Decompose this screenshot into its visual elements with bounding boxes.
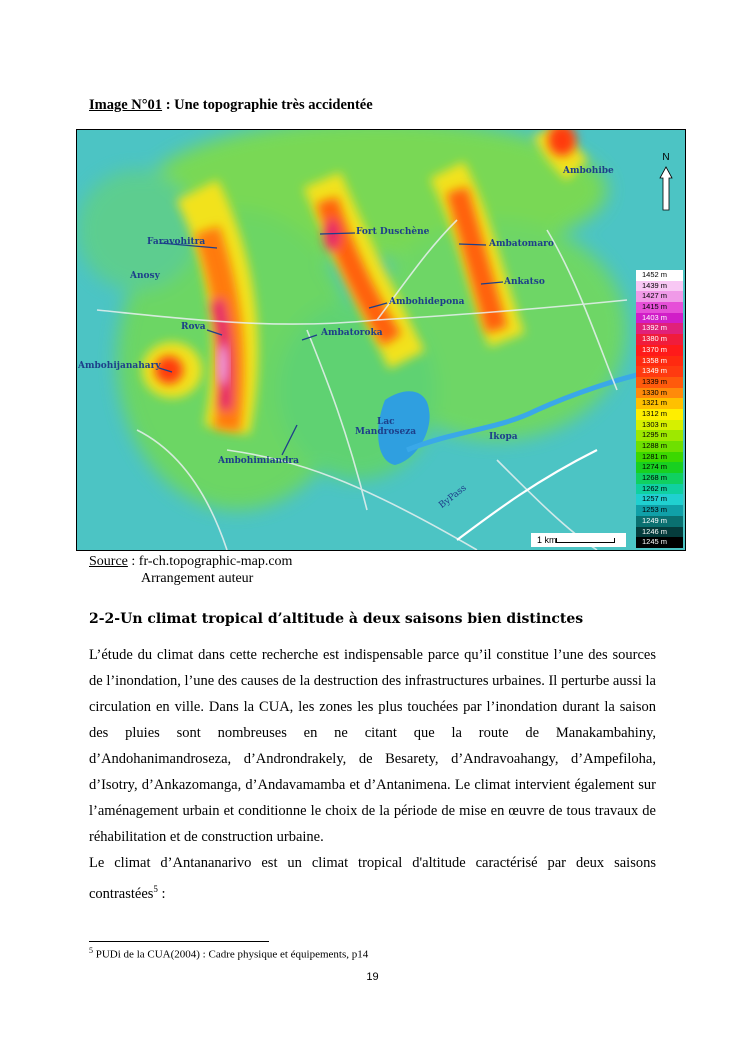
legend-item: 1427 m	[636, 291, 683, 302]
label-ambohimiandra: Ambohimiandra	[218, 456, 299, 466]
caption-text: : Une topographie très accidentée	[162, 97, 373, 113]
topographic-map	[76, 129, 686, 551]
figure-source	[89, 553, 292, 587]
footnote-ref[interactable]: 5	[153, 884, 158, 894]
legend-item: 1281 m	[636, 452, 683, 463]
caption-label: Image N°01	[89, 97, 163, 113]
label-ambatomaro: Ambatomaro	[489, 239, 554, 249]
legend-item: 1339 m	[636, 377, 683, 388]
map-terrain	[77, 130, 685, 550]
section-heading: 2-2-Un climat tropical d’altitude à deux saisons bien distinctes	[89, 611, 584, 627]
legend-item: 1246 m	[636, 527, 683, 538]
legend-item: 1312 m	[636, 409, 683, 420]
label-lac: Lac	[377, 417, 395, 427]
legend-item: 1303 m	[636, 420, 683, 431]
legend-item: 1253 m	[636, 505, 683, 516]
source-line2: Arrangement auteur	[141, 571, 254, 586]
paragraph-2	[89, 850, 656, 907]
footnote-text: PUDi de la CUA(2004) : Cadre physique et équipements, p14	[93, 948, 369, 961]
elevation-legend	[636, 270, 683, 548]
label-ikopa: Ikopa	[489, 432, 518, 442]
label-mandroseza: Mandroseza	[355, 427, 417, 437]
footnote-separator	[89, 941, 269, 942]
paragraph-2-end: :	[157, 885, 166, 902]
footnote-number: 5	[89, 946, 93, 955]
legend-item: 1392 m	[636, 323, 683, 334]
source-label: Source	[89, 554, 128, 569]
label-ambohidepona: Ambohidepona	[389, 297, 465, 307]
label-ankatso: Ankatso	[504, 277, 545, 287]
legend-item: 1257 m	[636, 494, 683, 505]
label-anosy: Anosy	[130, 271, 160, 281]
legend-item: 1330 m	[636, 388, 683, 399]
legend-item: 1288 m	[636, 441, 683, 452]
scale-line	[556, 538, 615, 543]
legend-item: 1370 m	[636, 345, 683, 356]
legend-item: 1295 m	[636, 430, 683, 441]
north-indicator: N	[662, 152, 670, 163]
legend-item: 1249 m	[636, 516, 683, 527]
label-bypass: ByPass	[437, 483, 469, 511]
legend-item: 1262 m	[636, 484, 683, 495]
legend-item: 1415 m	[636, 302, 683, 313]
label-ambatoroka: Ambatoroka	[321, 328, 383, 338]
paragraph-1: L’étude du climat dans cette recherche est indispensable parce qu’il constitue l’une des sources de l’inondation, l’une des causes de la destruction des infrastructures urbaines. Il perturbe aussi la circulation en ville. Dans la CUA, les zones les plus touchées par l’inondation durant la saison des pluies sont nombreuses en ne citant que la route de Manakambahiny, d’Andohanimandroseza, d’Androndrakely, de Besarety, d’Andravoahangy, d’Ampefiloha, d’Isotry, d’Ankazomanga, d’Andavamamba et d’Antanimena. Le climat intervient également sur l’aménagement urbain et conditionne le choix de la période de mise en œuvre de tous travaux de réhabilitation et de construction urbaine.	[89, 647, 656, 845]
scale-label: 1 km	[537, 535, 557, 545]
figure-caption	[89, 97, 373, 114]
label-faravohitra: Faravohitra	[147, 237, 206, 247]
label-ambohijanahary: Ambohijanahary	[78, 361, 161, 371]
legend-item: 1245 m	[636, 537, 683, 548]
legend-item: 1268 m	[636, 473, 683, 484]
legend-item: 1439 m	[636, 281, 683, 292]
legend-item: 1349 m	[636, 366, 683, 377]
source-text: : fr-ch.topographic-map.com	[127, 554, 293, 569]
label-ambohibe: Ambohibe	[563, 166, 614, 176]
label-rova: Rova	[181, 322, 206, 332]
page-number: 19	[366, 971, 379, 983]
body-text	[89, 642, 656, 907]
legend-item: 1358 m	[636, 356, 683, 367]
paragraph-2-text: Le climat d’Antananarivo est un climat tropical d'altitude caractérisé par deux saisons contrastées	[89, 855, 656, 902]
legend-item: 1274 m	[636, 462, 683, 473]
footnote	[89, 946, 368, 961]
legend-item: 1403 m	[636, 313, 683, 324]
legend-item: 1452 m	[636, 270, 683, 281]
scale-bar	[531, 533, 626, 547]
legend-item: 1380 m	[636, 334, 683, 345]
legend-item: 1321 m	[636, 398, 683, 409]
label-fort-duschene: Fort Duschène	[356, 227, 430, 237]
